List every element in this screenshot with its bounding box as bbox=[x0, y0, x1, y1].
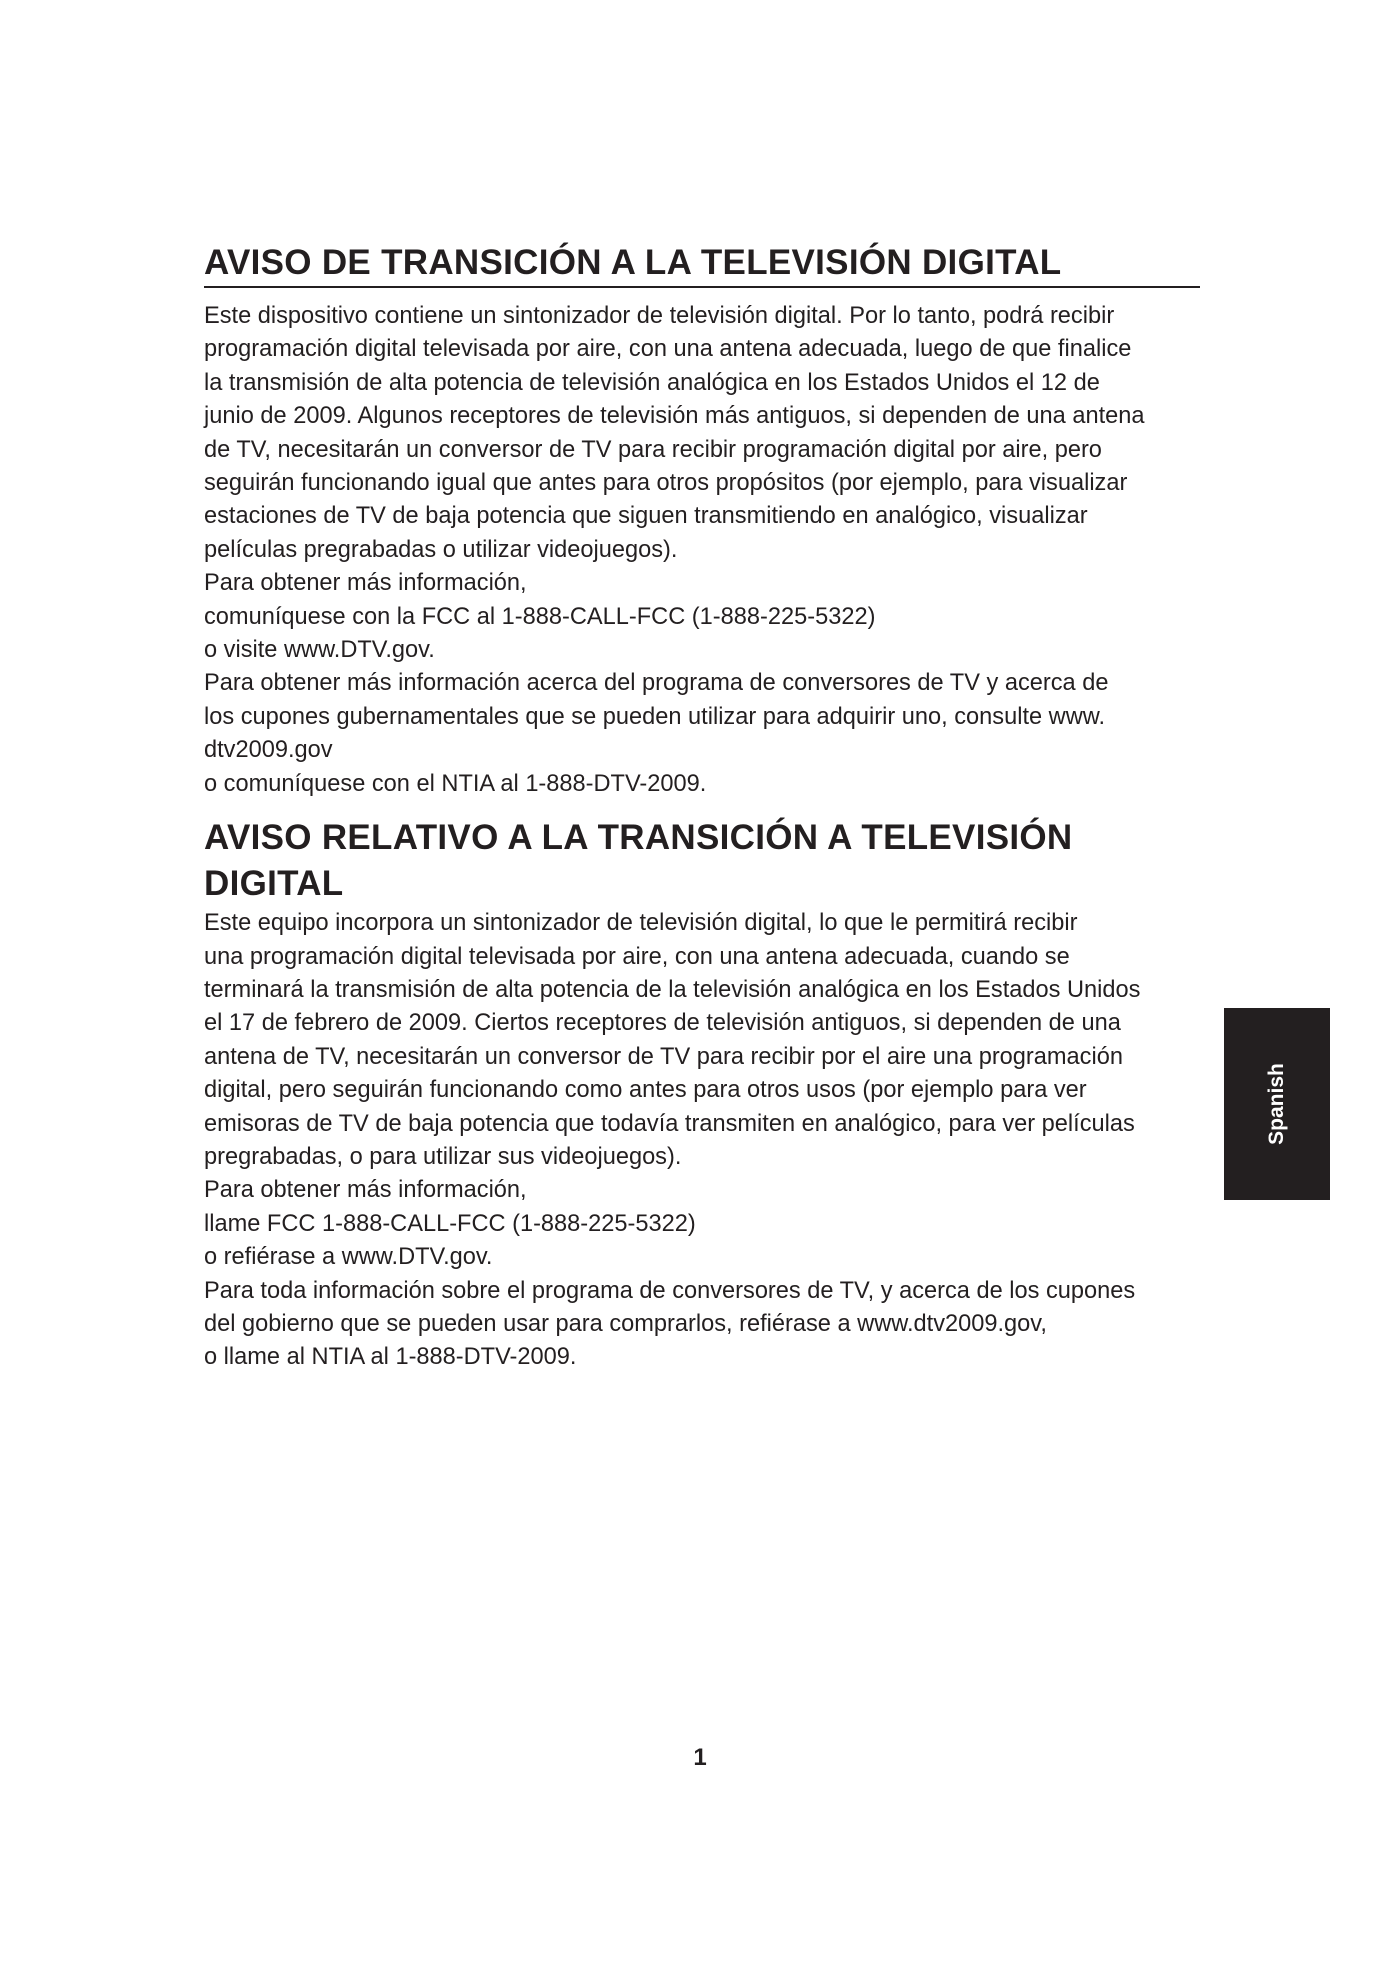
section1-line: estaciones de TV de baja potencia que siguen transmitiendo en analógico, visualizar bbox=[204, 503, 1088, 530]
section2-line: emisoras de TV de baja potencia que todavía transmiten en analógico, para ver películas bbox=[204, 1110, 1135, 1137]
section2-body bbox=[204, 907, 1200, 1375]
language-tab-label: Spanish bbox=[1265, 1063, 1288, 1145]
section1-line: seguirán funcionando igual que antes para otros propósitos (por ejemplo, para visualizar bbox=[204, 470, 1128, 497]
section2-line: una programación digital televisada por aire, con una antena adecuada, cuando se bbox=[204, 943, 1070, 970]
section1-line: junio de 2009. Algunos receptores de televisión más antiguos, si dependen de una antena bbox=[204, 403, 1145, 430]
section1-line: de TV, necesitarán un conversor de TV para recibir programación digital por aire, pero bbox=[204, 436, 1102, 463]
section1-line: o visite www.DTV.gov. bbox=[204, 637, 435, 664]
section2-line: llame FCC 1-888-CALL-FCC (1-888-225-5322) bbox=[204, 1210, 696, 1237]
section2-line: Este equipo incorpora un sintonizador de televisión digital, lo que le permitirá recibir bbox=[204, 910, 1078, 937]
section2-line: digital, pero seguirán funcionando como antes para otros usos (por ejemplo para ver bbox=[204, 1077, 1087, 1104]
section2-title-line2: DIGITAL bbox=[204, 864, 344, 904]
section2-line: o refiérase a www.DTV.gov. bbox=[204, 1244, 493, 1271]
language-side-tab bbox=[1224, 1008, 1330, 1200]
section1-line: o comuníquese con el NTIA al 1-888-DTV-2009. bbox=[204, 770, 707, 797]
section1-body bbox=[204, 300, 1200, 801]
section1-line: programación digital televisada por aire, con una antena adecuada, luego de que finalice bbox=[204, 336, 1132, 363]
section2-title bbox=[204, 815, 1200, 907]
section1-line: Para obtener más información, bbox=[204, 570, 527, 597]
section1-title: AVISO DE TRANSICIÓN A LA TELEVISIÓN DIGITAL bbox=[204, 240, 1200, 288]
section2-line: del gobierno que se pueden usar para comprarlos, refiérase a www.dtv2009.gov, bbox=[204, 1310, 1047, 1337]
page-number: 1 bbox=[693, 1744, 707, 1771]
section2-line: antena de TV, necesitarán un conversor de TV para recibir por el aire una programación bbox=[204, 1043, 1123, 1070]
section2-line: el 17 de febrero de 2009. Ciertos receptores de televisión antiguos, si dependen de una bbox=[204, 1010, 1121, 1037]
section1-line: dtv2009.gov bbox=[204, 737, 333, 764]
section2-line: Para toda información sobre el programa de conversores de TV, y acerca de los cupones bbox=[204, 1277, 1136, 1304]
section2-title-line1: AVISO RELATIVO A LA TRANSICIÓN A TELEVISIÓN bbox=[204, 818, 1073, 858]
section2-line: terminará la transmisión de alta potencia de la televisión analógica en los Estados Unidos bbox=[204, 976, 1141, 1003]
section1-line: la transmisión de alta potencia de televisión analógica en los Estados Unidos el 12 de bbox=[204, 369, 1100, 396]
section1-line: comuníquese con la FCC al 1-888-CALL-FCC (1-888-225-5322) bbox=[204, 603, 876, 630]
section2-line: Para obtener más información, bbox=[204, 1177, 527, 1204]
section1-line: Para obtener más información acerca del programa de conversores de TV y acerca de bbox=[204, 670, 1109, 697]
section1-line: películas pregrabadas o utilizar videojuegos). bbox=[204, 536, 678, 563]
content-column bbox=[204, 240, 1200, 1375]
section2-line: o llame al NTIA al 1-888-DTV-2009. bbox=[204, 1344, 577, 1371]
section1-line: los cupones gubernamentales que se pueden utilizar para adquirir uno, consulte www. bbox=[204, 703, 1106, 730]
section2-line: pregrabadas, o para utilizar sus videojuegos). bbox=[204, 1143, 682, 1170]
section1-line: Este dispositivo contiene un sintonizador de televisión digital. Por lo tanto, podrá recibir bbox=[204, 303, 1115, 329]
